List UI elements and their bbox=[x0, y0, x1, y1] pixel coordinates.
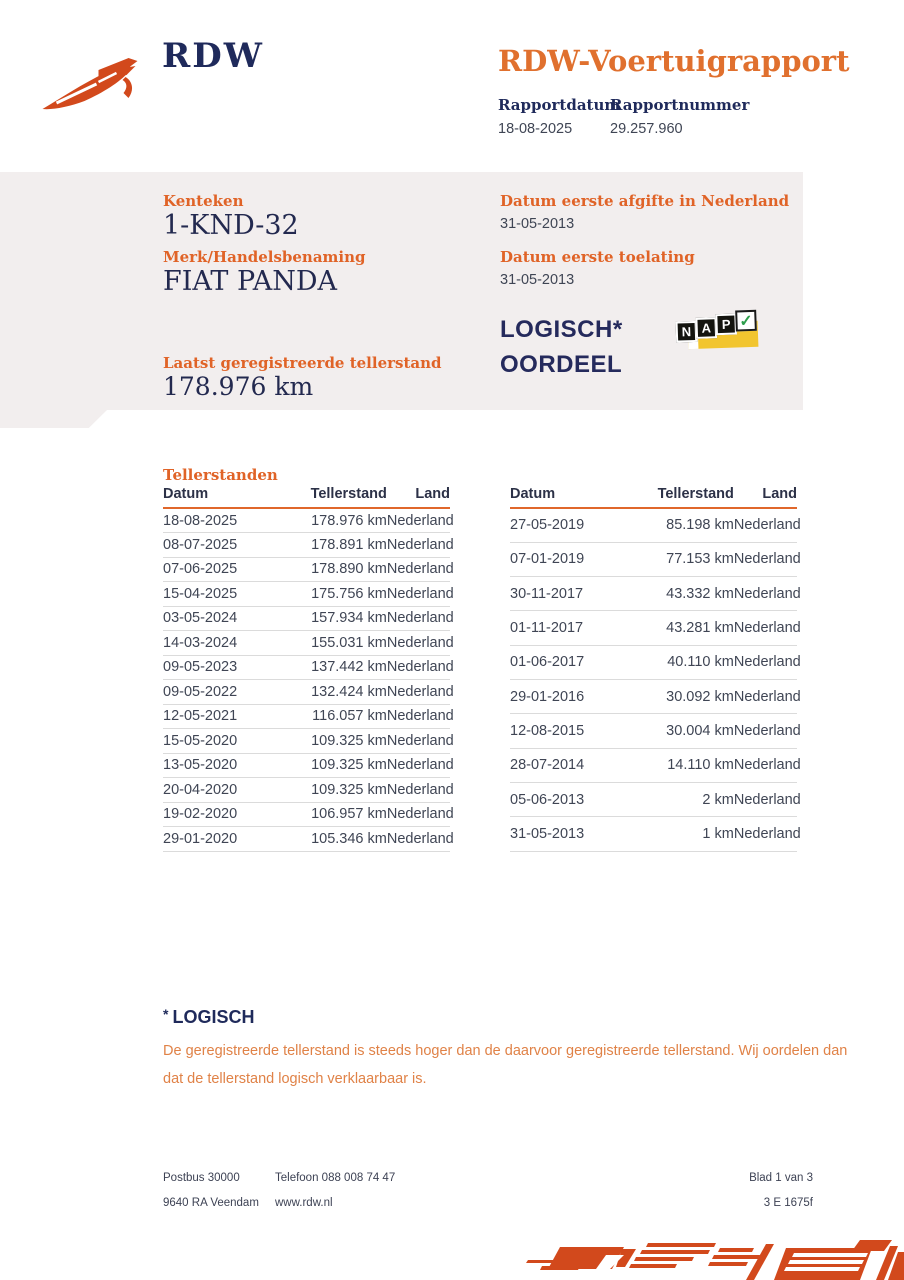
table-row bbox=[163, 533, 450, 558]
datum-cell: 29-01-2020 bbox=[163, 827, 281, 852]
footer-address-line2: 9640 RA Veendam bbox=[163, 1197, 259, 1209]
footer-phone: Telefoon 088 008 74 47 bbox=[275, 1172, 396, 1184]
nap-check-icon: ✓ bbox=[735, 310, 757, 332]
eerste-afgifte-label: Datum eerste afgifte in Nederland bbox=[500, 192, 790, 210]
table-row bbox=[510, 645, 797, 679]
land-cell: Nederland bbox=[734, 748, 797, 782]
datum-cell: 29-01-2016 bbox=[510, 679, 628, 713]
land-cell: Nederland bbox=[734, 817, 797, 851]
document-code: 3 E 1675f bbox=[763, 1197, 813, 1209]
report-number-label: Rapportnummer bbox=[610, 96, 750, 114]
land-cell: Nederland bbox=[734, 645, 797, 679]
nap-letter-p: P bbox=[715, 313, 737, 335]
land-cell: Nederland bbox=[387, 827, 450, 852]
land-cell: Nederland bbox=[734, 679, 797, 713]
land-cell: Nederland bbox=[387, 557, 450, 582]
table-row bbox=[163, 582, 450, 607]
datum-cell: 07-06-2025 bbox=[163, 557, 281, 582]
datum-cell: 15-05-2020 bbox=[163, 729, 281, 754]
tellerstand-cell: 116.057 km bbox=[281, 704, 387, 729]
land-cell: Nederland bbox=[387, 631, 450, 656]
table-row bbox=[163, 680, 450, 705]
land-cell: Nederland bbox=[387, 729, 450, 754]
table-row bbox=[163, 802, 450, 827]
col-header-datum: Datum bbox=[510, 486, 628, 508]
datum-cell: 31-05-2013 bbox=[510, 817, 628, 851]
nap-logo bbox=[675, 308, 769, 361]
col-header-datum: Datum bbox=[163, 486, 281, 508]
page-title: RDW-Voertuigrapport bbox=[498, 44, 850, 78]
tellerstand-cell: 178.976 km bbox=[281, 508, 387, 533]
nap-letter-n: N bbox=[676, 321, 698, 343]
tellerstand-cell: 137.442 km bbox=[281, 655, 387, 680]
land-cell: Nederland bbox=[387, 582, 450, 607]
tellerstanden-tables bbox=[163, 486, 801, 852]
tellerstand-cell: 178.891 km bbox=[281, 533, 387, 558]
col-header-tellerstand: Tellerstand bbox=[281, 486, 387, 508]
tellerstand-cell: 43.332 km bbox=[628, 577, 734, 611]
rdw-feather-logo-icon bbox=[40, 52, 146, 114]
footnote-text: De geregistreerde tellerstand is steeds hoger dan de daarvoor geregistreerde tellerstand. Wij oordelen dan dat de tellerstand logisch verklaarbaar is. bbox=[163, 1043, 848, 1087]
tellerstanden-table-left bbox=[163, 486, 454, 852]
land-cell: Nederland bbox=[387, 680, 450, 705]
kenteken-value: 1-KND-32 bbox=[163, 210, 299, 241]
oordeel-verdict bbox=[500, 312, 623, 382]
land-cell: Nederland bbox=[387, 802, 450, 827]
datum-cell: 30-11-2017 bbox=[510, 577, 628, 611]
tellerstanden-section-label: Tellerstanden bbox=[163, 466, 278, 484]
datum-cell: 09-05-2023 bbox=[163, 655, 281, 680]
datum-cell: 05-06-2013 bbox=[510, 782, 628, 816]
laatste-tellerstand-label: Laatst geregistreerde tellerstand bbox=[163, 354, 442, 372]
panel-tail-shape bbox=[0, 410, 107, 428]
datum-cell: 07-01-2019 bbox=[510, 542, 628, 576]
report-date-label: Rapportdatum bbox=[498, 96, 621, 114]
datum-cell: 01-06-2017 bbox=[510, 645, 628, 679]
land-cell: Nederland bbox=[387, 778, 450, 803]
datum-cell: 15-04-2025 bbox=[163, 582, 281, 607]
tellerstand-cell: 106.957 km bbox=[281, 802, 387, 827]
table-row bbox=[163, 606, 450, 631]
tellerstand-cell: 178.890 km bbox=[281, 557, 387, 582]
tellerstand-cell: 1 km bbox=[628, 817, 734, 851]
tellerstand-cell: 30.092 km bbox=[628, 679, 734, 713]
table-row bbox=[163, 778, 450, 803]
datum-cell: 12-08-2015 bbox=[510, 714, 628, 748]
oordeel-line1: LOGISCH* bbox=[500, 316, 623, 343]
table-row bbox=[163, 508, 450, 533]
laatste-tellerstand-value: 178.976 km bbox=[163, 372, 314, 401]
footer bbox=[163, 1166, 813, 1216]
land-cell: Nederland bbox=[734, 714, 797, 748]
datum-cell: 12-05-2021 bbox=[163, 704, 281, 729]
table-row bbox=[510, 714, 797, 748]
col-header-tellerstand: Tellerstand bbox=[628, 486, 734, 508]
col-header-land: Land bbox=[734, 486, 797, 508]
tellerstand-cell: 2 km bbox=[628, 782, 734, 816]
tellerstand-cell: 157.934 km bbox=[281, 606, 387, 631]
rdw-wordmark: RDW bbox=[162, 36, 264, 76]
land-cell: Nederland bbox=[734, 782, 797, 816]
datum-cell: 08-07-2025 bbox=[163, 533, 281, 558]
table-row bbox=[163, 704, 450, 729]
eerste-afgifte-value: 31-05-2013 bbox=[500, 216, 575, 232]
tellerstand-cell: 109.325 km bbox=[281, 753, 387, 778]
col-header-land: Land bbox=[387, 486, 450, 508]
vehicle-summary-panel bbox=[0, 172, 803, 410]
tellerstand-cell: 109.325 km bbox=[281, 729, 387, 754]
land-cell: Nederland bbox=[387, 508, 450, 533]
datum-cell: 09-05-2022 bbox=[163, 680, 281, 705]
land-cell: Nederland bbox=[387, 533, 450, 558]
table-row bbox=[510, 782, 797, 816]
datum-cell: 03-05-2024 bbox=[163, 606, 281, 631]
tellerstand-cell: 77.153 km bbox=[628, 542, 734, 576]
merk-label: Merk/Handelsbenaming bbox=[163, 248, 366, 266]
datum-cell: 20-04-2020 bbox=[163, 778, 281, 803]
tellerstand-cell: 105.346 km bbox=[281, 827, 387, 852]
land-cell: Nederland bbox=[387, 655, 450, 680]
land-cell: Nederland bbox=[387, 704, 450, 729]
page-indicator: Blad 1 van 3 bbox=[749, 1172, 813, 1184]
datum-cell: 14-03-2024 bbox=[163, 631, 281, 656]
report-number-value: 29.257.960 bbox=[610, 121, 683, 137]
table-row bbox=[510, 542, 797, 576]
report-date-value: 18-08-2025 bbox=[498, 121, 573, 137]
nap-letter-a: A bbox=[695, 317, 717, 339]
logisch-footnote bbox=[163, 1006, 855, 1093]
tellerstand-cell: 40.110 km bbox=[628, 645, 734, 679]
land-cell: Nederland bbox=[734, 577, 797, 611]
oordeel-line2: OORDEEL bbox=[500, 351, 623, 378]
table-row bbox=[163, 729, 450, 754]
tellerstand-cell: 85.198 km bbox=[628, 508, 734, 542]
table-row bbox=[163, 655, 450, 680]
datum-cell: 27-05-2019 bbox=[510, 508, 628, 542]
merk-value: FIAT PANDA bbox=[163, 266, 337, 297]
speed-lines-graphic bbox=[520, 1236, 904, 1280]
tellerstand-cell: 132.424 km bbox=[281, 680, 387, 705]
tellerstand-cell: 155.031 km bbox=[281, 631, 387, 656]
datum-cell: 28-07-2014 bbox=[510, 748, 628, 782]
datum-cell: 19-02-2020 bbox=[163, 802, 281, 827]
table-row bbox=[163, 753, 450, 778]
tellerstanden-table-right bbox=[510, 486, 801, 852]
table-row bbox=[510, 748, 797, 782]
table-row bbox=[510, 577, 797, 611]
table-row bbox=[510, 508, 797, 542]
datum-cell: 01-11-2017 bbox=[510, 611, 628, 645]
tellerstand-cell: 109.325 km bbox=[281, 778, 387, 803]
eerste-toelating-label: Datum eerste toelating bbox=[500, 248, 695, 266]
eerste-toelating-value: 31-05-2013 bbox=[500, 272, 575, 288]
table-row bbox=[510, 679, 797, 713]
land-cell: Nederland bbox=[387, 606, 450, 631]
table-row bbox=[163, 827, 450, 852]
land-cell: Nederland bbox=[387, 753, 450, 778]
datum-cell: 13-05-2020 bbox=[163, 753, 281, 778]
footer-website: www.rdw.nl bbox=[275, 1197, 333, 1209]
report-meta bbox=[498, 96, 749, 137]
tellerstand-cell: 175.756 km bbox=[281, 582, 387, 607]
footer-right bbox=[749, 1166, 813, 1216]
land-cell: Nederland bbox=[734, 611, 797, 645]
footnote-title: * LOGISCH bbox=[163, 1006, 255, 1027]
table-row bbox=[163, 557, 450, 582]
land-cell: Nederland bbox=[734, 542, 797, 576]
tellerstand-cell: 43.281 km bbox=[628, 611, 734, 645]
table-row bbox=[163, 631, 450, 656]
tellerstand-cell: 14.110 km bbox=[628, 748, 734, 782]
tellerstand-cell: 30.004 km bbox=[628, 714, 734, 748]
table-row bbox=[510, 817, 797, 851]
kenteken-label: Kenteken bbox=[163, 192, 244, 210]
land-cell: Nederland bbox=[734, 508, 797, 542]
table-row bbox=[510, 611, 797, 645]
footer-address-line1: Postbus 30000 bbox=[163, 1172, 240, 1184]
footnote-asterisk: * bbox=[163, 1006, 169, 1022]
datum-cell: 18-08-2025 bbox=[163, 508, 281, 533]
